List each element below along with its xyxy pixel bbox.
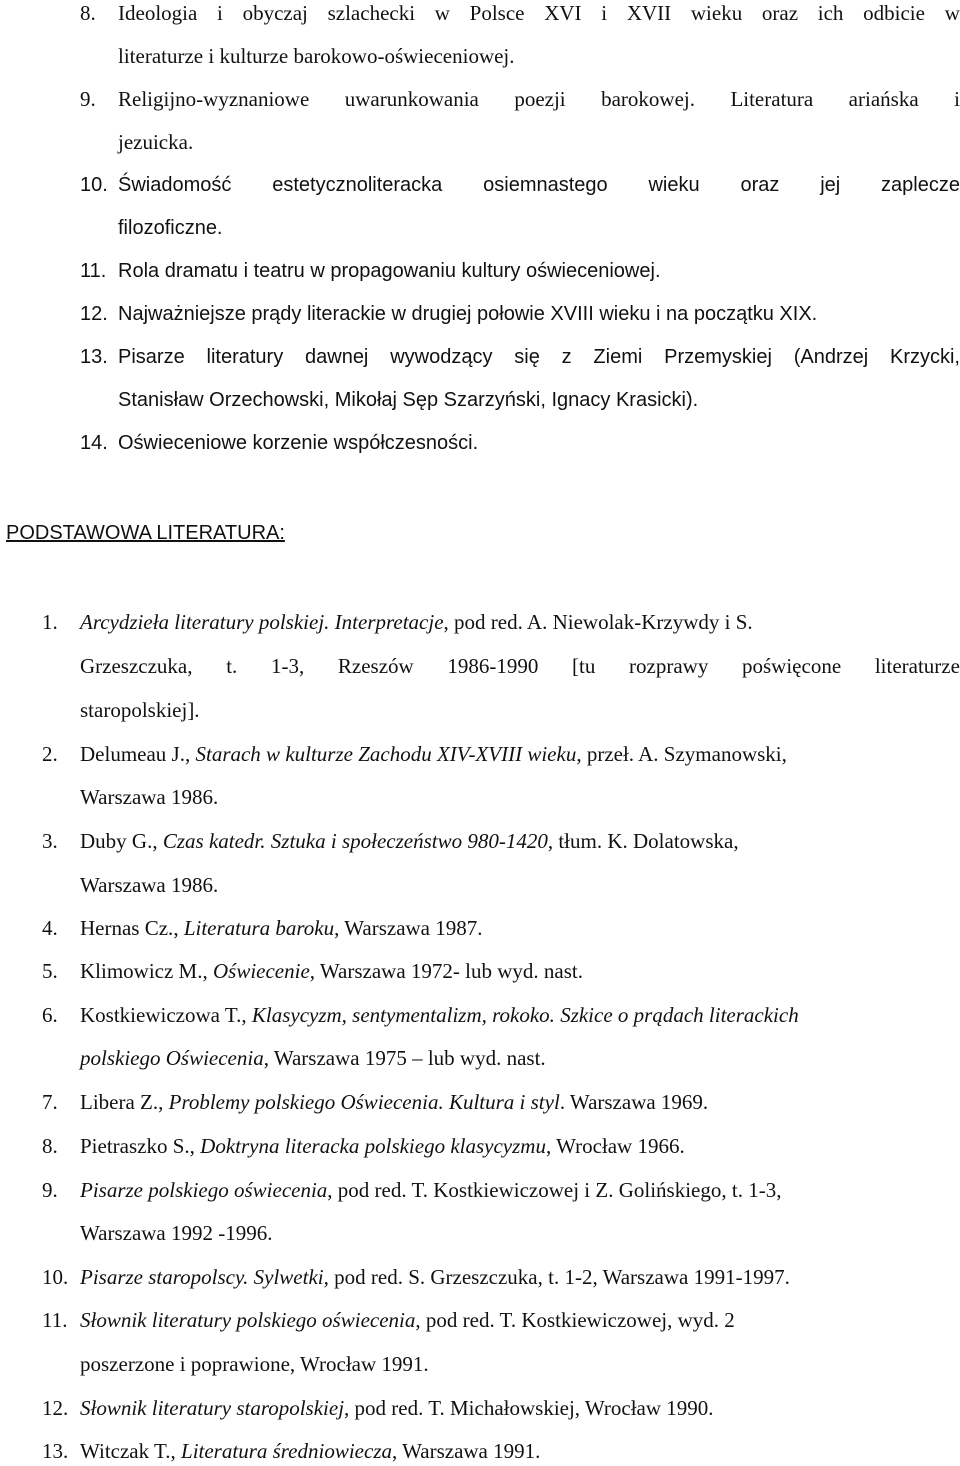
topic-continuation: Stanisław Orzechowski, Mikołaj Sęp Szarzyński, Ignacy Krasicki).: [118, 389, 699, 411]
item-continuation: Warszawa 1986.: [80, 873, 219, 897]
item-number: 13.: [42, 1439, 69, 1463]
topic-text-line: Ideologia i obyczaj szlachecki w Polsce XVI i XVII wieku oraz ich odbicie w: [118, 1, 960, 25]
topic-number: 9.: [80, 87, 96, 111]
topic-text: Najważniejsze prądy literackie w drugiej połowie XVIII wieku i na początku XIX.: [118, 303, 818, 325]
topic-number: 14.: [80, 432, 108, 454]
item-text: Pietraszko S., Doktryna literacka polskiego klasycyzmu, Wrocław 1966.: [80, 1134, 685, 1158]
topic-number: 10.: [80, 174, 108, 196]
topic-number: 11.: [80, 260, 107, 282]
item-text: Klimowicz M., Oświecenie, Warszawa 1972- lub wyd. nast.: [80, 959, 583, 983]
item-number: 8.: [42, 1134, 58, 1158]
literature-heading: PODSTAWOWA LITERATURA:: [6, 522, 285, 544]
topic-continuation: literaturze i kulturze barokowo-oświeceniowej.: [118, 44, 515, 68]
item-text: Witczak T., Literatura średniowiecza, Warszawa 1991.: [80, 1439, 541, 1463]
item-number: 12.: [42, 1396, 69, 1420]
item-number: 7.: [42, 1090, 58, 1114]
topic-text-line: Religijno-wyznaniowe uwarunkowania poezji barokowej. Literatura ariańska i: [118, 87, 960, 111]
item-text: Duby G., Czas katedr. Sztuka i społeczeństwo 980-1420, tłum. K. Dolatowska,: [80, 829, 739, 853]
item-continuation: polskiego Oświecenia, Warszawa 1975 – lub wyd. nast.: [80, 1046, 546, 1070]
item-number: 2.: [42, 742, 58, 766]
topic-text-line: Pisarze literatury dawnej wywodzący się z Ziemi Przemyskiej (Andrzej Krzycki,: [118, 346, 960, 368]
topic-number: 8.: [80, 1, 96, 25]
item-continuation: Warszawa 1992 -1996.: [80, 1221, 273, 1245]
item-continuation: staropolskiej].: [80, 698, 200, 722]
item-text: Kostkiewiczowa T., Klasycyzm, sentymentalizm, rokoko. Szkice o prądach literackich: [80, 1003, 799, 1027]
item-text: Arcydzieła literatury polskiej. Interpretacje, pod red. A. Niewolak-Krzywdy i S.: [80, 610, 753, 634]
item-number: 11.: [42, 1308, 68, 1332]
item-continuation: Warszawa 1986.: [80, 785, 219, 809]
item-text: Słownik literatury staropolskiej, pod red. T. Michałowskiej, Wrocław 1990.: [80, 1396, 714, 1420]
topic-number: 12.: [80, 303, 108, 325]
item-continuation: Grzeszczuka, t. 1-3, Rzeszów 1986-1990 [tu rozprawy poświęcone literaturze: [80, 654, 960, 678]
item-text: Pisarze polskiego oświecenia, pod red. T. Kostkiewiczowej i Z. Golińskiego, t. 1-3,: [80, 1178, 782, 1202]
item-continuation: poszerzone i poprawione, Wrocław 1991.: [80, 1352, 429, 1376]
item-text: Słownik literatury polskiego oświecenia, pod red. T. Kostkiewiczowej, wyd. 2: [80, 1308, 735, 1332]
item-number: 1.: [42, 610, 58, 634]
topic-text: Oświeceniowe korzenie współczesności.: [118, 432, 479, 454]
item-text: Delumeau J., Starach w kulturze Zachodu XIV-XVIII wieku, przeł. A. Szymanowski,: [80, 742, 787, 766]
item-number: 10.: [42, 1265, 69, 1289]
item-text: Hernas Cz., Literatura baroku, Warszawa 1987.: [80, 916, 483, 940]
item-text: Libera Z., Problemy polskiego Oświecenia. Kultura i styl. Warszawa 1969.: [80, 1090, 709, 1114]
item-number: 4.: [42, 916, 58, 940]
item-text: Pisarze staropolscy. Sylwetki, pod red. S. Grzeszczuka, t. 1-2, Warszawa 1991-1997.: [80, 1265, 790, 1289]
item-number: 5.: [42, 959, 58, 983]
item-number: 6.: [42, 1003, 58, 1027]
topic-number: 13.: [80, 346, 108, 368]
item-number: 9.: [42, 1178, 58, 1202]
item-number: 3.: [42, 829, 58, 853]
topic-text: Rola dramatu i teatru w propagowaniu kultury oświeceniowej.: [118, 260, 661, 282]
topic-text-line: Świadomość estetycznoliteracka osiemnastego wieku oraz jej zaplecze: [118, 174, 960, 196]
topic-continuation: filozoficzne.: [118, 217, 223, 239]
topic-continuation: jezuicka.: [118, 130, 194, 154]
